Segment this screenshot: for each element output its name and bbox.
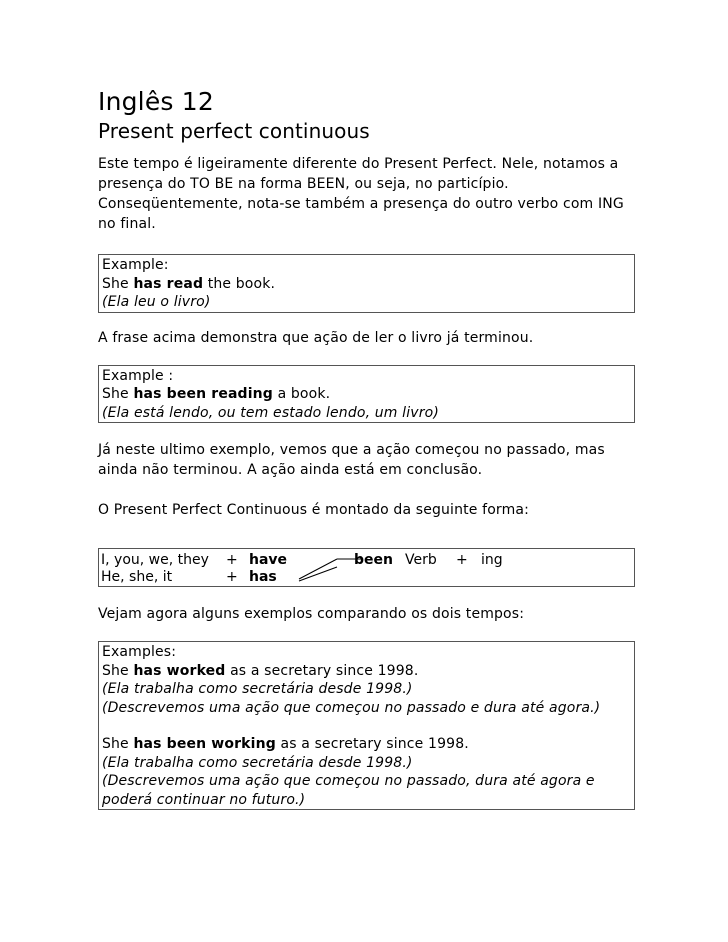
example-translation: (Ela trabalha como secretária desde 1998.) [102,754,413,771]
formula-aux-has: has [249,569,277,585]
formula-box [98,548,635,587]
formula-verb: Verb [405,552,437,568]
formula-plus: + [226,552,238,568]
example-sentence: She has worked as a secretary since 1998. [102,662,419,679]
example-sentence: She has been working as a secretary since 1998. [102,736,469,752]
examples-comparison-box [98,641,635,810]
formula-plus: + [226,569,238,585]
document-page [98,86,636,810]
explanation-paragraph-3: O Present Perfect Continuous é montado da seguinte forma: [98,502,529,518]
example-sentence: She has read the book. [102,275,276,292]
formula-subject-singular: He, she, it [101,569,173,585]
example-translation: (Ela está lendo, ou tem estado lendo, um livro) [102,404,439,421]
example-note: (Descrevemos uma ação que começou no passado, dura até agora e poderá continuar no futuro.) [102,773,595,808]
formula-been: been [354,552,393,568]
example-note: (Descrevemos uma ação que começou no passado e dura até agora.) [102,699,601,716]
explanation-paragraph-4: Vejam agora alguns exemplos comparando os dois tempos: [98,606,525,622]
explanation-paragraph-1: A frase acima demonstra que ação de ler o livro já terminou. [98,329,534,346]
example-translation: (Ela leu o livro) [102,294,211,310]
document-subtitle: Present perfect continuous [98,119,370,143]
formula-plus: + [456,552,468,568]
example-translation: (Ela trabalha como secretária desde 1998.) [102,681,413,697]
example-box-present-perfect [98,254,635,313]
explanation-paragraph-2: Já neste ultimo exemplo, vemos que a ação começou no passado, mas ainda não terminou. A ação ainda está em conclusão. [98,442,605,478]
example-label: Example : [102,367,174,384]
intro-paragraph: Este tempo é ligeiramente diferente do Present Perfect. Nele, notamos a presença do TO BE na forma BEEN, ou seja, no particípio. Conseqüentemente, nota-se também a presença do outro verbo com ING no final. [98,156,624,232]
example-sentence: She has been reading a book. [102,386,331,402]
document-title: Inglês 12 [98,87,214,116]
formula-subject-plural: I, you, we, they [101,552,209,568]
formula-aux-have: have [249,552,288,568]
example-label: Example: [102,257,169,273]
examples-label: Examples: [102,644,177,660]
example-box-present-perfect-continuous [98,365,635,424]
formula-ing: ing [481,552,503,568]
